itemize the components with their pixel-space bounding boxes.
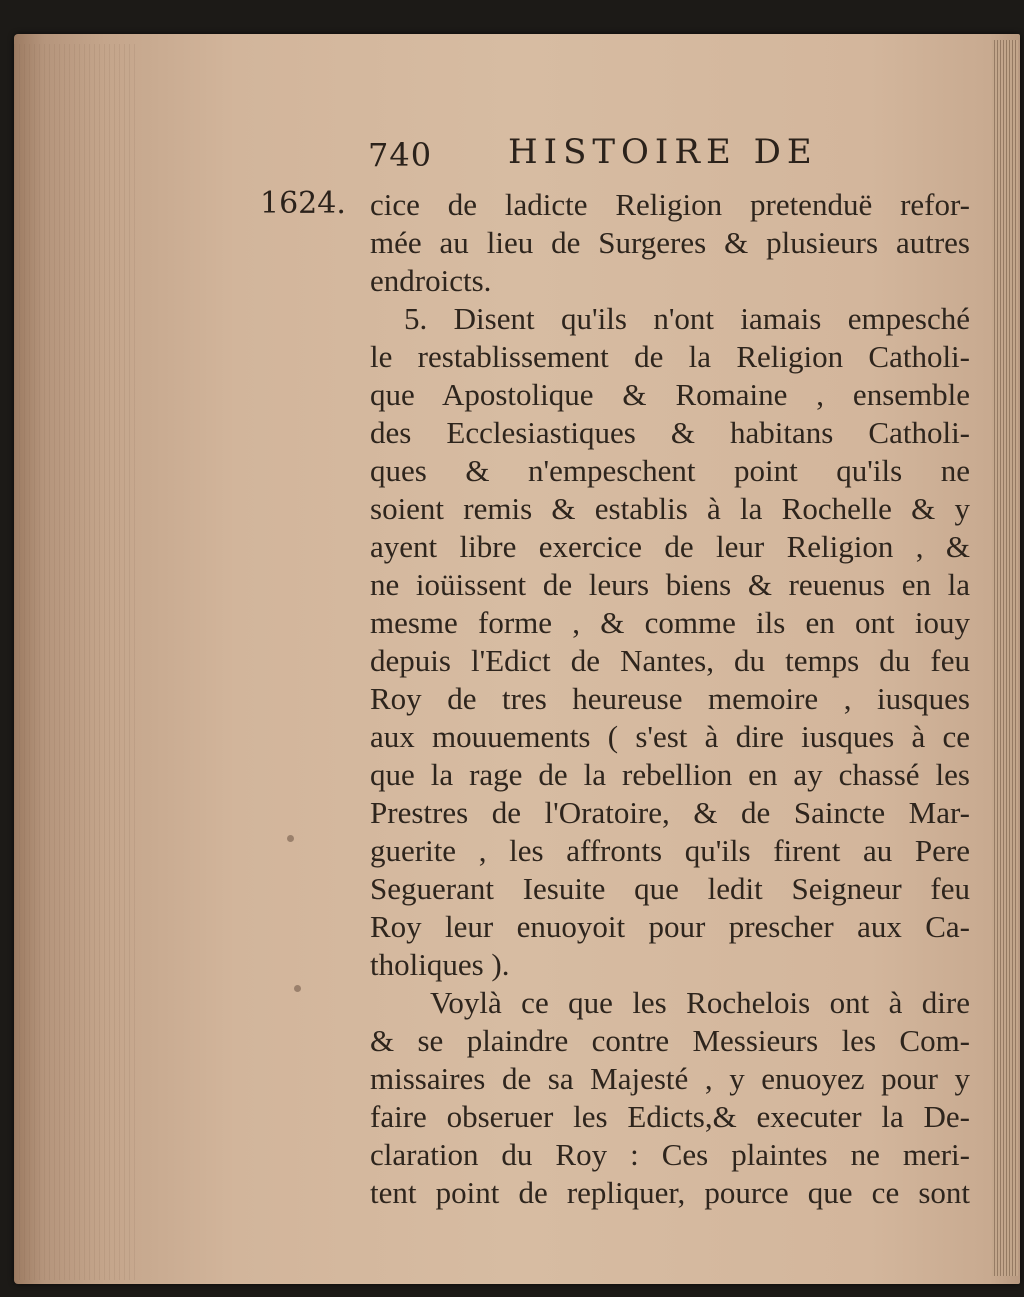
- text-line: ne ioüissent de leurs biens & reuenus en la: [370, 567, 970, 602]
- text-line: mesme forme , & comme ils en ont iouy: [370, 605, 970, 640]
- text-line: Seguerant Iesuite que ledit Seigneur feu: [370, 871, 970, 906]
- book-page: [250, 40, 990, 1276]
- text-line: & se plaindre contre Messieurs les Com-: [370, 1023, 970, 1058]
- text-line: Voylà ce que les Rochelois ont à dire: [430, 985, 970, 1020]
- running-title: HISTOIRE DE: [508, 132, 818, 172]
- text-line: Roy leur enuoyoit pour prescher aux Ca-: [370, 909, 970, 944]
- text-line: tholiques ).: [370, 947, 510, 982]
- margin-year: 1624.: [260, 186, 346, 221]
- text-line: ayent libre exercice de leur Religion , &: [370, 529, 970, 564]
- text-line: endroicts.: [370, 263, 492, 298]
- text-line: cice de ladicte Religion pretenduë refor-: [370, 187, 970, 222]
- text-line: mée au lieu de Surgeres & plusieurs autres: [370, 225, 970, 260]
- text-line: aux mouuements ( s'est à dire iusques à ce: [370, 719, 970, 754]
- text-line: que Apostolique & Romaine , ensemble: [370, 377, 970, 412]
- page-number: 740: [368, 136, 433, 174]
- text-line: guerite , les affronts qu'ils firent au Pere: [370, 833, 970, 868]
- text-line: des Ecclesiastiques & habitans Catholi-: [370, 415, 970, 450]
- running-head: [250, 132, 990, 182]
- text-line: tent point de repliquer, pource que ce sont: [370, 1175, 970, 1210]
- text-line: soient remis & establis à la Rochelle & y: [370, 491, 970, 526]
- text-line: claration du Roy : Ces plaintes ne meri-: [370, 1137, 970, 1172]
- text-line: 5. Disent qu'ils n'ont iamais empesché: [404, 301, 970, 336]
- text-line: Prestres de l'Oratoire, & de Saincte Mar-: [370, 795, 970, 830]
- page-edges-left: [14, 44, 136, 1280]
- text-line: le restablissement de la Religion Catholi-: [370, 339, 970, 374]
- page-edges-right: [992, 40, 1018, 1276]
- text-line: ques & n'empeschent point qu'ils ne: [370, 453, 970, 488]
- text-line: que la rage de la rebellion en ay chassé les: [370, 757, 970, 792]
- text-line: depuis l'Edict de Nantes, du temps du feu: [370, 643, 970, 678]
- text-line: missaires de sa Majesté , y enuoyez pour y: [370, 1061, 970, 1096]
- body-text: [370, 186, 970, 1212]
- text-line: Roy de tres heureuse memoire , iusques: [370, 681, 970, 716]
- text-line: faire obseruer les Edicts,& executer la De-: [370, 1099, 970, 1134]
